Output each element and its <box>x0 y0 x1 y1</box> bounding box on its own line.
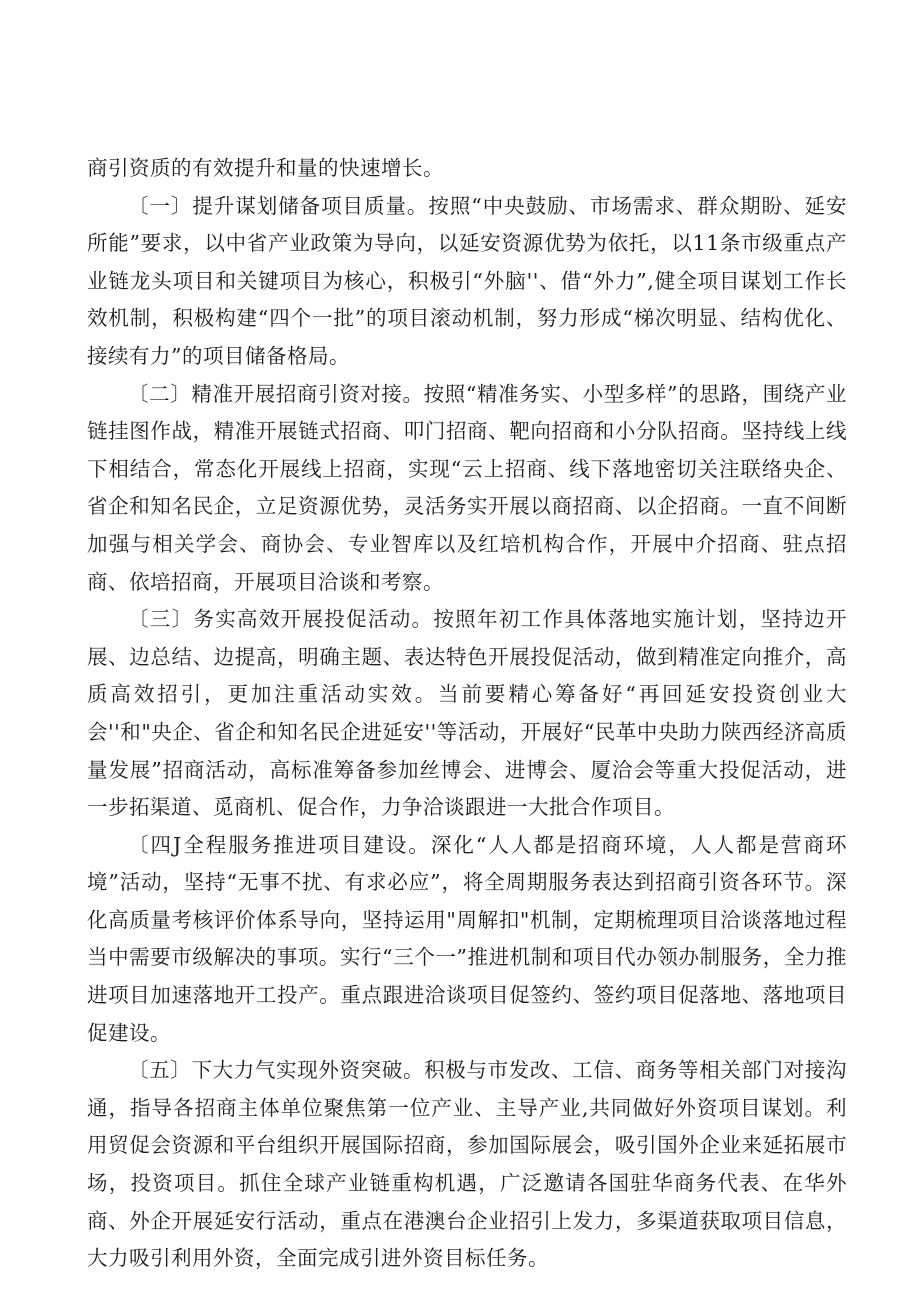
paragraph-section-1: 〔一〕提升谋划储备项目质量。按照“中央鼓励、市场需求、群众期盼、延安所能”要求，以中省产业政策为导向，以延安资源优势为依托，以11条市级重点产业链龙头项目和关键项目为核心，积极引“外脑''、借“外力”,健全项目谋划工作长效机制，积极构建“四个一批”的项目滚动机制，努力形成“梯次明显、结构优化、接续有力”的项目储备格局。 <box>87 193 847 368</box>
paragraph-continuation: 商引资质的有效提升和量的快速增长。 <box>87 156 444 180</box>
paragraph-section-4: 〔四J全程服务推进项目建设。深化“人人都是招商环境，人人都是营商环境”活动，坚持“无事不扰、有求必应”，将全周期服务表达到招商引资各环节。深化高质量考核评价体系导向，坚持运用"周解扣"机制，定期梳理项目洽谈落地过程当中需要市级解决的事项。实行“三个一”推进机制和项目代办领办制服务，全力推进项目加速落地开工投产。重点跟进洽谈项目促签约、签约项目促落地、落地项目促建设。 <box>87 832 847 1045</box>
paragraph-section-3: 〔三〕务实高效开展投促活动。按照年初工作具体落地实施计划，坚持边开展、边总结、边提高，明确主题、表达特色开展投促活动，做到精准定向推介，高质高效招引，更加注重活动实效。当前要精心筹备好“再回延安投资创业大会''和"央企、省企和知名民企进延安''等活动，开展好“民革中央助力陕西经济高质量发展”招商活动，高标准筹备参加丝博会、进博会、厦洽会等重大投促活动，进一步拓渠道、觅商机、促合作，力争洽谈跟进一大批合作项目。 <box>87 607 847 820</box>
paragraph-section-2: 〔二〕精准开展招商引资对接。按照“精准务实、小型多样”的思路，围绕产业链挂图作战，精准开展链式招商、叩门招商、靶向招商和小分队招商。坚持线上线下相结合，常态化开展线上招商，实现“云上招商、线下落地密切关注联络央企、省企和知名民企，立足资源优势，灵活务实开展以商招商、以企招商。一直不间断加强与相关学会、商协会、专业智库以及红培机构合作，开展中介招商、驻点招商、依培招商，开展项目洽谈和考察。 <box>87 381 847 594</box>
paragraph-section-5: 〔五〕下大力气实现外资突破。积极与市发改、工信、商务等相关部门对接沟通，指导各招商主体单位聚焦第一位产业、主导产业,共同做好外资项目谋划。利用贸促会资源和平台组织开展国际招商，参加国际展会，吸引国外企业来延拓展市场，投资项目。抓住全球产业链重构机遇，广泛邀请各国驻华商务代表、在华外商、外企开展延安行活动，重点在港澳台企业招引上发力，多渠道获取项目信息，大力吸引利用外资，全面完成引进外资目标任务。 <box>87 1058 847 1271</box>
document-body <box>87 150 847 1278</box>
